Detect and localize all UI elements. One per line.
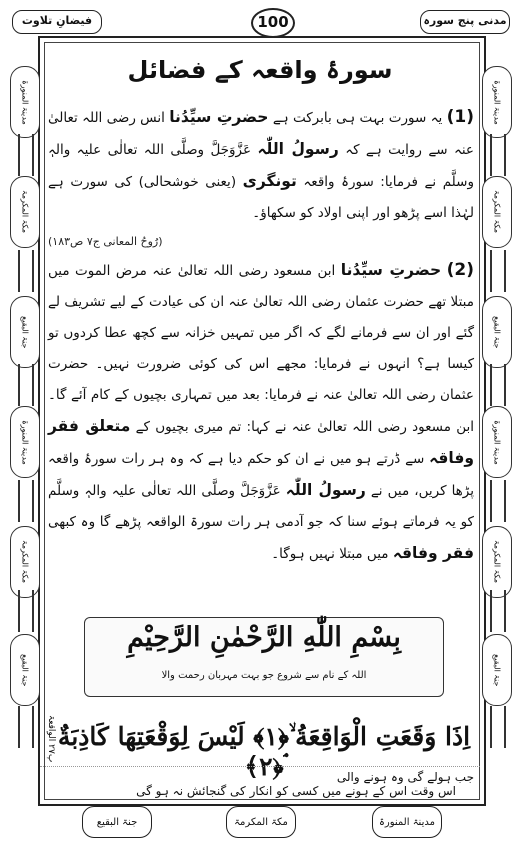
ornament-divider [490,480,506,522]
paragraph-text: میں مبتلا نہیں ہوگا۔ [271,546,389,562]
paragraph-text: یہ سورت بہت ہی بابرکت ہے [272,110,443,126]
side-badge-baqi: جنۃ البقیع [10,296,40,368]
rasool-text: رسولُ اللّٰہ [257,140,339,158]
paragraph-number: (2) [446,260,474,280]
bismillah-arabic: بِسْمِ اللّٰهِ الرَّحْمٰنِ الرَّحِيْمِ [127,622,401,653]
side-badge-baqi: جنۃ البقیع [482,634,512,706]
ornament-divider [490,134,506,176]
paragraph-text: انس رضی اللہ تعالیٰ عنہ سے روایت ہے کہ [48,110,474,158]
paragraph-text: سے ڈرتے ہو میں نے ان کو حکم دیا ہے کہ وہ ہر رات سورۂ واقعہ پڑھا کریں، میں نے [48,451,475,499]
footer-badge-baqi: جنۃ البقیع [82,806,152,838]
honorific: حضرتِ سیِّدُنا [340,261,442,279]
ornament-divider [18,364,34,406]
page-number: 100 [251,8,295,38]
translation-part: جب ہولے گی وہ ہونے والی [336,770,474,784]
side-badge-madina: مدینۃ المنورۃ [482,406,512,478]
bismillah-panel [84,617,444,697]
ornament-divider [18,706,34,748]
divider [40,766,480,767]
side-badge-makkah: مکۃ المکرمۃ [10,526,40,598]
ornament-divider [18,134,34,176]
paragraph-text: عَزَّوَجَلَّ وصلَّی اللہ تعالٰی علیہ والہٖ وسلَّم کو یہ فرماتے ہوئے سنا کہ جو آدمی ہر رات سورۃ الواقعہ پڑھے گا وہ کبھی [48,483,474,530]
side-badge-madina: مدینۃ المنورۃ [10,66,40,138]
highlight-text: تونگری [242,172,297,190]
main-text [48,102,474,570]
paragraph-text: (یعنی خوشحالی) کی سورت ہے لہٰذا اسے پڑھو اور اپنی اولاد کو سکھاؤ۔ [48,174,474,221]
highlight-text: فقر وفاقہ [392,544,474,562]
ornament-divider [490,706,506,748]
highlight-text: متعلق فقر وفاقہ [48,417,474,467]
header-right-title: مدنی پنج سورہ [420,10,510,34]
ayah-translation [48,770,474,798]
translation-part: اس وقت اس کے ہونے میں کسی کو انکار کی گنجائش نہ ہو گی [136,784,456,798]
footer-badge-makkah: مکۃ المکرمۃ [226,806,296,838]
reference: (رُوحُ المعانی ج۷ ص۱۸۳) [48,235,163,248]
paragraph-text: عَزَّوَجَلَّ وصلَّی اللہ تعالٰی علیہ والہٖ وسلَّم نے فرمایا: سورۂ واقعہ [48,142,474,190]
rasool-text: رسولُ اللّٰہ [285,481,366,499]
ornament-divider [490,590,506,632]
side-badge-makkah: مکۃ المکرمۃ [482,176,512,248]
ornament-divider [18,480,34,522]
side-badge-baqi: جنۃ البقیع [10,634,40,706]
paragraph-number: (1) [446,107,474,127]
side-badge-madina: مدینۃ المنورۃ [482,66,512,138]
side-badge-makkah: مکۃ المکرمۃ [10,176,40,248]
paragraph-2 [48,255,474,570]
paragraph-1 [48,102,474,229]
side-badge-makkah: مکۃ المکرمۃ [482,526,512,598]
ornament-divider [18,250,34,292]
ornament-divider [490,250,506,292]
ayah-reference: پ۲۷ الواقعۃ [46,715,56,763]
side-badge-baqi: جنۃ البقیع [482,296,512,368]
header-left-title: فیضانِ تلاوت [12,10,102,34]
ayah-arabic: اِذَا وَقَعَتِ الْوَاقِعَةُ ۙ﴿۱﴾ لَيْسَ لِوَقْعَتِهَا كَاذِبَةٌ ۘ﴿۲﴾ [57,722,471,781]
paragraph-text: ابن مسعود رضی اللہ تعالیٰ عنہ مرض الموت میں مبتلا تھے حضرت عثمان رضی اللہ تعالیٰ عنہ ان کی عیادت کے لیے تشریف لے گئے اور ان سے فرمانے لگے کہ اگر میں تمہیں خزانہ سے کچھ عطا کردوں تو کیسا ہے؟ انہوں نے فرمایا: مجھے اس کی کوئی ضرورت نہیں۔ حضرت عثمان رضی اللہ تعالیٰ عنہ نے فرمایا: بعد میں تمہاری بچیوں کے کام آئے گا۔ ابن مسعود رضی اللہ تعالیٰ عنہ نے کہا: تم میری بچیوں کے [48,263,474,435]
page-title: سورۂ واقعہ کے فضائل [127,56,393,84]
ornament-divider [18,590,34,632]
side-badge-madina: مدینۃ المنورۃ [10,406,40,478]
footer-badge-madina: مدینۃ المنورۃ [372,806,442,838]
honorific: حضرتِ سیِّدُنا [169,108,269,126]
ornament-divider [490,364,506,406]
bismillah-translation: اللہ کے نام سے شروع جو بہت مہربان رحمت والا [161,670,367,681]
